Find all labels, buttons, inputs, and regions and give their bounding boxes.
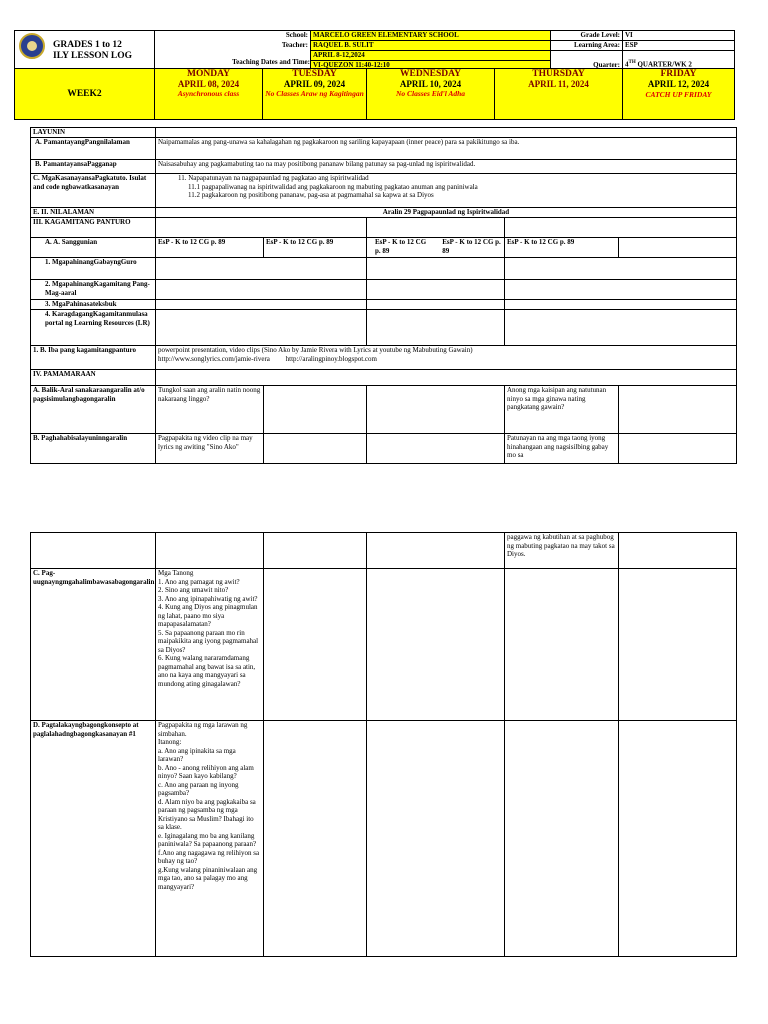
kasanayan-text: 11. Napapatunayan na nagpapaunlad ng pagkatao ang ispiritwalidad 11.1 pagpapaliwanag na ispiritwalidad ang pagkakaroon ng mabuting pagkatao anuman ang paniniwala 11.2 pagkakaroon ng positibong pananaw, pag-asa at pagmamahal sa kapwa at sa Diyos: [156, 174, 737, 208]
sanggunian-monday: EsP - K to 12 CG p. 89: [156, 238, 264, 258]
balik-aral-monday: Tungkol saan ang aralin natin noong nakaraang linggo?: [156, 386, 264, 434]
dates-label: Teaching Dates and Time:: [232, 58, 310, 66]
paghahabi-label: B. Paghahabisalayuninngaralin: [31, 434, 156, 464]
lesson-table-page1: [30, 127, 737, 464]
pagtalakay-label: D. Pagtalakayngbagongkonsepto at paglalahadngbagongkasanayan #1: [31, 721, 156, 957]
grade-label: Grade Level:: [551, 31, 623, 41]
day-tuesday: TUESDAY APRIL 09, 2024 No Classes Araw ng Kagitingan: [263, 69, 367, 120]
grade-value: VI: [623, 31, 735, 41]
area-label: Learning Area:: [551, 41, 623, 51]
pamantayan-sa-pagganap-label: B. PamantayansaPagganap: [31, 160, 156, 174]
pamantayang-pangnilalaman-text: Naipamamalas ang pang-unawa sa kahalagahan ng pagkakaroon ng sariling kapayapaan (inner peace) para sa pakikitungo sa iba.: [156, 138, 737, 160]
header-table: [14, 30, 735, 71]
sanggunian-label: A. A. Sanggunian: [31, 238, 156, 258]
monday-note: Asynchronous class: [177, 89, 240, 98]
pag-uugnay-label: C. Pag-uugnayngmgahalimbawasabagongaralin: [31, 569, 156, 721]
iba-pang-kagamitan-text: powerpoint presentation, video clips (Sino Ako by Jamie Rivera with Lyrics at youtube ng Mabubuting Gawain) http://www.songlyrics.com/jamie-rivera http://aralingpinoy.blogspot.com: [156, 346, 737, 370]
sanggunian-wed-thu: EsP - K to 12 CG p. 89 EsP - K to 12 CG p. 89: [367, 238, 505, 258]
week-label: WEEK2: [15, 69, 155, 120]
pamantayang-pangnilalaman-label: A. PamantayangPangnilalaman: [31, 138, 156, 160]
day-friday: FRIDAY APRIL 12, 2024 CATCH UP FRIDAY: [623, 69, 735, 120]
log-title: [15, 31, 155, 71]
area-value: ESP: [623, 41, 735, 51]
wednesday-note: No Classes Eid'l Adha: [395, 89, 466, 98]
quarter-value: 4TH QUARTER/WK 2: [623, 51, 735, 70]
pag-uugnay-monday: Mga Tanong 1. Ano ang pamagat ng awit? 2. Sino ang umawit nito? 3. Ano ang ipinapahiwatig ng awit? 4. Kung ang Diyos ang pinagmulan ng lahat, paano mo siya mapapasalamatan? 5. Sa papaanong paraan mo rin maipakikita ang iyong pagmamahal sa Diyos? 6. Kung walang nararamdamang pagmamahal ang bawat isa sa atin, ano na kaya ang mangyayari sa mundong ating ginagalawan?: [156, 569, 264, 721]
kagamitang-mag-aaral-label: 2. MgapahinangKagamitang Pang-Mag-aaral: [31, 280, 156, 300]
kasanayan-label: C. MgaKasanayansaPagkatuto. Isulat and code ngbawatkasanayan: [31, 174, 156, 208]
time-value: VI-QUEZON 11:40-12:10: [311, 60, 551, 70]
sanggunian-tuesday: EsP - K to 12 CG p. 89: [264, 238, 367, 258]
nilalaman-label: E. II. NILALAMAN: [31, 208, 156, 218]
title-line2: ILY LESSON LOG: [53, 50, 133, 61]
lesson-table-page2: [30, 532, 737, 957]
week-bar: [14, 68, 735, 120]
balik-aral-thursday: Anong mga kaisipan ang natutunan ninyo sa mga ginawa nating pangkatang gawain?: [505, 386, 619, 434]
lr-portal-label: 4. KaragdagangKagamitanmulasa portal ng Learning Resources (LR): [31, 310, 156, 346]
day-thursday: THURSDAY APRIL 11, 2024: [495, 69, 623, 120]
layunin-heading: LAYUNIN: [31, 128, 156, 138]
quarter-label: Quarter:: [551, 51, 623, 70]
dates-value: APRIL 8-12,2024: [311, 51, 551, 61]
sanggunian-friday: EsP - K to 12 CG p. 89: [505, 238, 619, 258]
pamantayan-sa-pagganap-text: Naisasabuhay ang pagkamabuting tao na may positibong pananaw bilang patunay sa pag-unlad ng ispiritwalidad.: [156, 160, 737, 174]
teksbuk-label: 3. MgaPahinasateksbuk: [31, 300, 156, 310]
school-label: School:: [155, 31, 311, 41]
pagtalakay-monday: Pagpapakita ng mga larawan ng simbahan. Itanong: a. Ano ang ipinakita sa mga larawan? b. Ano - anong relihiyon ang alam ninyo? Saan kayo kabilang? c. Ano ang paraan ng inyong pagsamba? d. Alam niyo ba ang pagkakaiba sa paraan ng pagsamba ng mga Kristiyano sa Muslim? Ibahagi ito sa klase. e. Iginagalang mo ba ang kanilang paniniwala? Sa papaanong paraan? f.Ano ang nagagawa ng relihiyon sa buhay ng tao? g.Kung walang pinaniniwalaan ang mga tao, ano sa palagay mo ang mangyayari?: [156, 721, 264, 957]
kagamitan-label: III. KAGAMITANG PANTURO: [31, 218, 156, 238]
tuesday-note: No Classes Araw ng Kagitingan: [265, 89, 364, 98]
friday-note: CATCH UP FRIDAY: [645, 90, 712, 99]
teacher-label: Teacher:: [281, 40, 308, 49]
paghahabi-thursday: Patunayan na ang mga taong iyong hinahangaan ang nagsisilbing gabay mo sa: [505, 434, 619, 464]
paghahabi-monday: Pagpapakita ng video clip na may lyrics ng awiting "Sino Ako": [156, 434, 264, 464]
day-monday: MONDAY APRIL 08, 2024 Asynchronous class: [155, 69, 263, 120]
school-value: MARCELO GREEN ELEMENTARY SCHOOL: [311, 31, 551, 41]
iba-pang-kagamitan-label: 1. B. Iba pang kagamitangpanturo: [31, 346, 156, 370]
title-line1: GRADES 1 to 12: [53, 39, 122, 50]
pamamaraan-heading: IV. PAMAMARAAN: [31, 370, 156, 386]
day-wednesday: WEDNESDAY APRIL 10, 2024 No Classes Eid'l Adha: [367, 69, 495, 120]
paghahabi-thursday-cont: paggawa ng kabutihan at sa paghubog ng mabuting pagkatao na may takot sa Diyos.: [505, 533, 619, 569]
balik-aral-label: A. Balik-Aral sanakaraangaralin at/o pagsisimulangbagongaralin: [31, 386, 156, 434]
teacher-value: RAQUEL B. SULIT: [311, 41, 551, 51]
gabay-guro-label: 1. MgapahinangGabayngGuro: [31, 258, 156, 280]
nilalaman-text: Aralin 29 Pagpapaunlad ng Ispiritwalidad: [156, 208, 737, 218]
